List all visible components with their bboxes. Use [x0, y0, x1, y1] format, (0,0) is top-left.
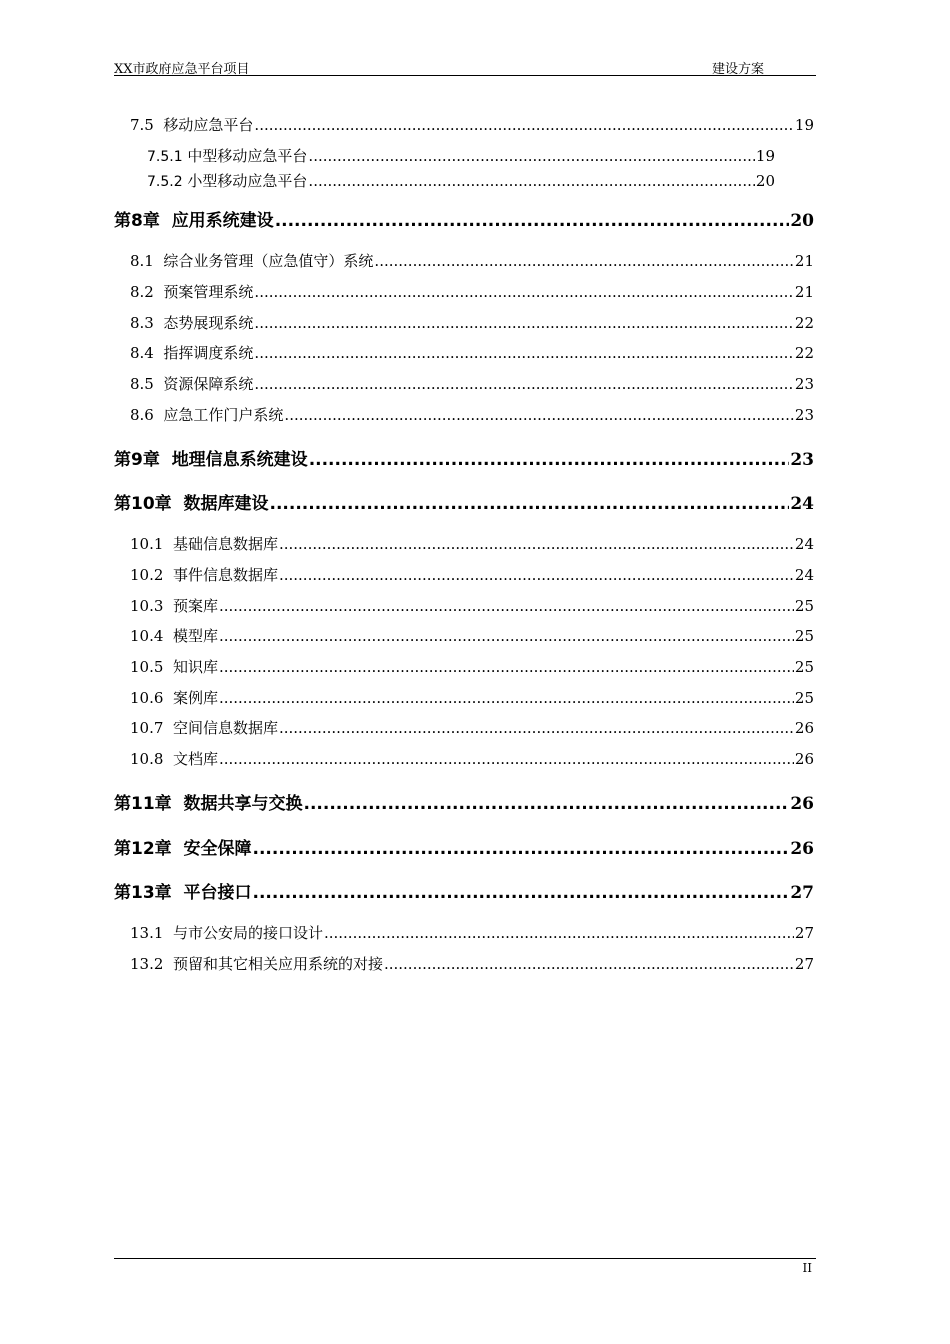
toc-leader-dots	[374, 252, 793, 270]
toc-page-number: 25	[794, 597, 814, 615]
toc-section-number: 13.1	[130, 924, 164, 942]
toc-entry-title: 资源保障系统	[163, 375, 254, 393]
toc-page-number: 25	[794, 627, 814, 645]
toc-entry[interactable]	[130, 922, 814, 943]
toc-entry-title: 基础信息数据库	[172, 535, 278, 553]
toc-page-number: 25	[794, 658, 814, 676]
toc-entry[interactable]	[130, 373, 814, 394]
toc-entry[interactable]	[130, 656, 814, 677]
toc-entry-title: 综合业务管理（应急值守）系统	[163, 252, 374, 270]
toc-section-number: 10.8	[130, 750, 164, 768]
toc-entry-title: 案例库	[172, 689, 218, 707]
toc-entry-title: 小型移动应急平台	[187, 172, 308, 190]
page-footer	[114, 1258, 816, 1275]
toc-leader-dots	[219, 597, 794, 615]
toc-leader-dots	[304, 794, 790, 814]
toc-leader-dots	[254, 344, 793, 362]
toc-leader-dots	[219, 627, 794, 645]
toc-page-number: 24	[794, 566, 814, 584]
toc-entry-title: 指挥调度系统	[163, 344, 254, 362]
header-doc-title: 建设方案	[712, 62, 765, 77]
toc-chapter-entry[interactable]	[114, 834, 814, 859]
toc-page-number: 25	[794, 689, 814, 707]
toc-entry[interactable]	[130, 564, 814, 585]
toc-page-number: 26	[794, 750, 814, 768]
toc-section-number: 10.4	[130, 627, 164, 645]
toc-entry-title: 预留和其它相关应用系统的对接	[172, 955, 383, 973]
toc-section-number: 10.2	[130, 566, 164, 584]
toc-entry[interactable]	[130, 281, 814, 302]
toc-page-number: 22	[794, 314, 814, 332]
toc-entry-title: 态势展现系统	[163, 314, 254, 332]
toc-entry[interactable]	[130, 717, 814, 738]
toc-entry-title: 与市公安局的接口设计	[172, 924, 323, 942]
footer-page-number: II	[802, 1261, 812, 1275]
toc-section-number: 8.2	[130, 283, 154, 301]
toc-entry[interactable]	[147, 145, 775, 166]
toc-entry-title: 预案库	[172, 597, 218, 615]
toc-page-number: 21	[794, 283, 814, 301]
toc-leader-dots	[253, 839, 790, 859]
toc-chapter-entry[interactable]	[114, 789, 814, 814]
toc-page-number: 27	[790, 883, 814, 903]
toc-leader-dots	[279, 719, 794, 737]
toc-chapter-title: 平台接口	[183, 883, 252, 903]
toc-entry[interactable]	[130, 748, 814, 769]
toc-page-number: 27	[794, 924, 814, 942]
toc-leader-dots	[254, 314, 793, 332]
toc-chapter-number: 第12章	[114, 839, 172, 859]
toc-section-number: 8.5	[130, 375, 154, 393]
toc-entry-title: 知识库	[172, 658, 218, 676]
toc-chapter-number: 第13章	[114, 883, 172, 903]
toc-chapter-number: 第8章	[114, 211, 160, 231]
toc-section-number: 13.2	[130, 955, 164, 973]
toc-entry-title: 文档库	[172, 750, 218, 768]
toc-chapter-entry[interactable]	[114, 445, 814, 470]
toc-entry-title: 移动应急平台	[163, 116, 254, 134]
toc-page-number: 21	[794, 252, 814, 270]
toc-leader-dots	[253, 883, 790, 903]
toc-entry-title: 应急工作门户系统	[163, 406, 284, 424]
toc-page-number: 19	[794, 116, 814, 134]
toc-page-number: 23	[790, 450, 814, 470]
toc-page-number: 24	[790, 494, 814, 514]
toc-leader-dots	[254, 283, 793, 301]
toc-leader-dots	[309, 450, 790, 470]
header-project-title: XX市政府应急平台项目	[114, 62, 250, 77]
toc-chapter-title: 数据库建设	[183, 494, 269, 514]
toc-chapter-entry[interactable]	[114, 206, 814, 231]
toc-section-number: 8.1	[130, 252, 154, 270]
page-header	[114, 56, 816, 76]
toc-chapter-title: 数据共享与交换	[183, 794, 303, 814]
toc-entry[interactable]	[147, 170, 775, 191]
toc-entry[interactable]	[130, 595, 814, 616]
toc-section-number: 10.7	[130, 719, 164, 737]
toc-entry[interactable]	[130, 625, 814, 646]
toc-leader-dots	[324, 924, 794, 942]
toc-page-number: 23	[794, 406, 814, 424]
toc-chapter-number: 第10章	[114, 494, 172, 514]
toc-leader-dots	[219, 689, 794, 707]
toc-entry-title: 预案管理系统	[163, 283, 254, 301]
toc-section-number: 7.5.2	[147, 174, 183, 190]
toc-entry[interactable]	[130, 312, 814, 333]
toc-leader-dots	[219, 750, 794, 768]
toc-chapter-number: 第11章	[114, 794, 172, 814]
toc-section-number: 7.5	[130, 116, 154, 134]
toc-chapter-title: 安全保障	[183, 839, 252, 859]
toc-chapter-title: 地理信息系统建设	[171, 450, 308, 470]
toc-section-number: 8.3	[130, 314, 154, 332]
toc-leader-dots	[275, 211, 790, 231]
toc-section-number: 10.3	[130, 597, 164, 615]
toc-leader-dots	[219, 658, 794, 676]
toc-chapter-number: 第9章	[114, 450, 160, 470]
toc-page-number: 20	[755, 172, 775, 190]
toc-entry[interactable]	[130, 953, 814, 974]
toc-page-number: 23	[794, 375, 814, 393]
toc-page-number: 24	[794, 535, 814, 553]
toc-leader-dots	[270, 494, 790, 514]
toc-leader-dots	[254, 116, 793, 134]
toc-leader-dots	[308, 172, 754, 190]
toc-leader-dots	[384, 955, 794, 973]
toc-entry-title: 事件信息数据库	[172, 566, 278, 584]
toc-entry-title: 中型移动应急平台	[187, 147, 308, 165]
toc-entry[interactable]	[130, 533, 814, 554]
toc-leader-dots	[308, 147, 754, 165]
toc-page-number: 22	[794, 344, 814, 362]
toc-chapter-entry[interactable]	[114, 489, 814, 514]
toc-section-number: 10.1	[130, 535, 164, 553]
toc-chapter-title: 应用系统建设	[171, 211, 274, 231]
toc-section-number: 10.5	[130, 658, 164, 676]
toc-page-number: 20	[790, 211, 814, 231]
toc-section-number: 8.6	[130, 406, 154, 424]
toc-chapter-entry[interactable]	[114, 878, 814, 903]
toc-leader-dots	[279, 535, 794, 553]
toc-leader-dots	[279, 566, 794, 584]
toc-entry[interactable]	[130, 250, 814, 271]
toc-section-number: 10.6	[130, 689, 164, 707]
toc-leader-dots	[254, 375, 793, 393]
toc-page-number: 27	[794, 955, 814, 973]
toc-section-number: 8.4	[130, 344, 154, 362]
toc-page-number: 26	[790, 794, 814, 814]
toc-entry-title: 空间信息数据库	[172, 719, 278, 737]
toc-entry[interactable]	[130, 342, 814, 363]
toc-entry[interactable]	[130, 687, 814, 708]
toc-section-number: 7.5.1	[147, 149, 183, 165]
toc-page-number: 19	[755, 147, 775, 165]
toc-page-number: 26	[794, 719, 814, 737]
toc-entry[interactable]	[130, 114, 814, 135]
toc-entry-title: 模型库	[172, 627, 218, 645]
toc-page-number: 26	[790, 839, 814, 859]
toc-entry[interactable]	[130, 404, 814, 425]
toc-leader-dots	[284, 406, 793, 424]
